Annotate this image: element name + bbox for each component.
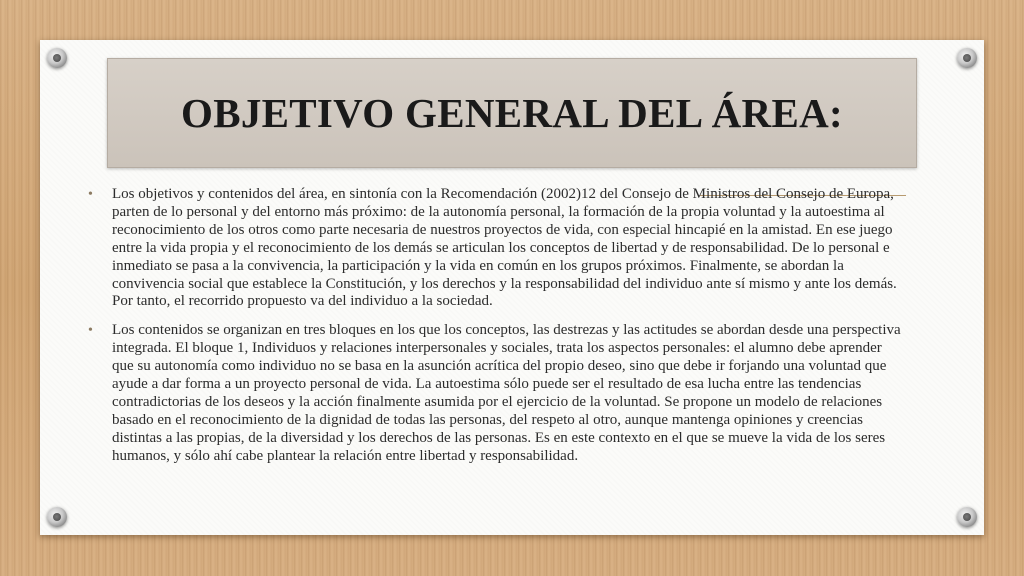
- slide-card: [40, 40, 984, 535]
- bullet-marker: •: [88, 323, 93, 339]
- paragraph-text: Los objetivos y contenidos del área, en sintonía con la Recomendación (2002)12 del Consejo de Ministros del Consejo de Europa, parten de lo personal y del entorno más próximo: de la autonomía personal, la formación de la propia voluntad y la autoestima al reconocimiento de los otros como parte necesaria de nuestros proyectos de vida, con especial hincapié en la amistad. En ese juego entre la vida propia y el reconocimiento de los demás se articulan los conceptos de libertad y de responsabilidad. De lo personal e inmediato se pasa a la convivencia, la participación y la vida en común en los grupos próximos. Finalmente, se abordan la convivencia social que establece la Constitución, y los derechos y la responsabilidad del individuo ante sí mismo y ante los demás. Por tanto, el recorrido propuesto va del individuo a la sociedad.: [112, 186, 897, 310]
- paragraph-text: Los contenidos se organizan en tres bloques en los que los conceptos, las destrezas y las actitudes se abordan desde una perspectiva integrada. El bloque 1, Individuos y relaciones interpersonales y sociales, trata los aspectos personales: el alumno debe aprender que su autonomía como individuo no se basa en la asunción acrítica del propio deseo, sino que debe ir forjando una voluntad que ayude a dar forma a un proyecto personal de vida. La autoestima sólo puede ser el resultado de esa lucha entre las tendencias contradictorias de los deseos y la acción finalmente asumida por el ejercicio de la voluntad. Se propone un modelo de relaciones basado en el reconocimiento de la dignidad de todas las personas, del respeto al otro, aunque mantenga opiniones y creencias distintas a las propias, de la diversidad y los derechos de las personas. Es en este contexto en el que se mueve la vida de los seres humanos, y sólo ahí cabe plantear la relación entre libertad y responsabilidad.: [112, 322, 901, 464]
- pin-icon: [957, 48, 977, 68]
- pin-icon: [47, 507, 67, 527]
- bullet-list: [88, 186, 906, 477]
- bullet-marker: •: [88, 187, 93, 202]
- title-box: [107, 58, 917, 168]
- bullet-item: [88, 186, 906, 311]
- pin-icon: [957, 507, 977, 527]
- pin-icon: [47, 48, 67, 68]
- bullet-item: [88, 322, 906, 465]
- slide-title: OBJETIVO GENERAL DEL ÁREA:: [181, 90, 843, 136]
